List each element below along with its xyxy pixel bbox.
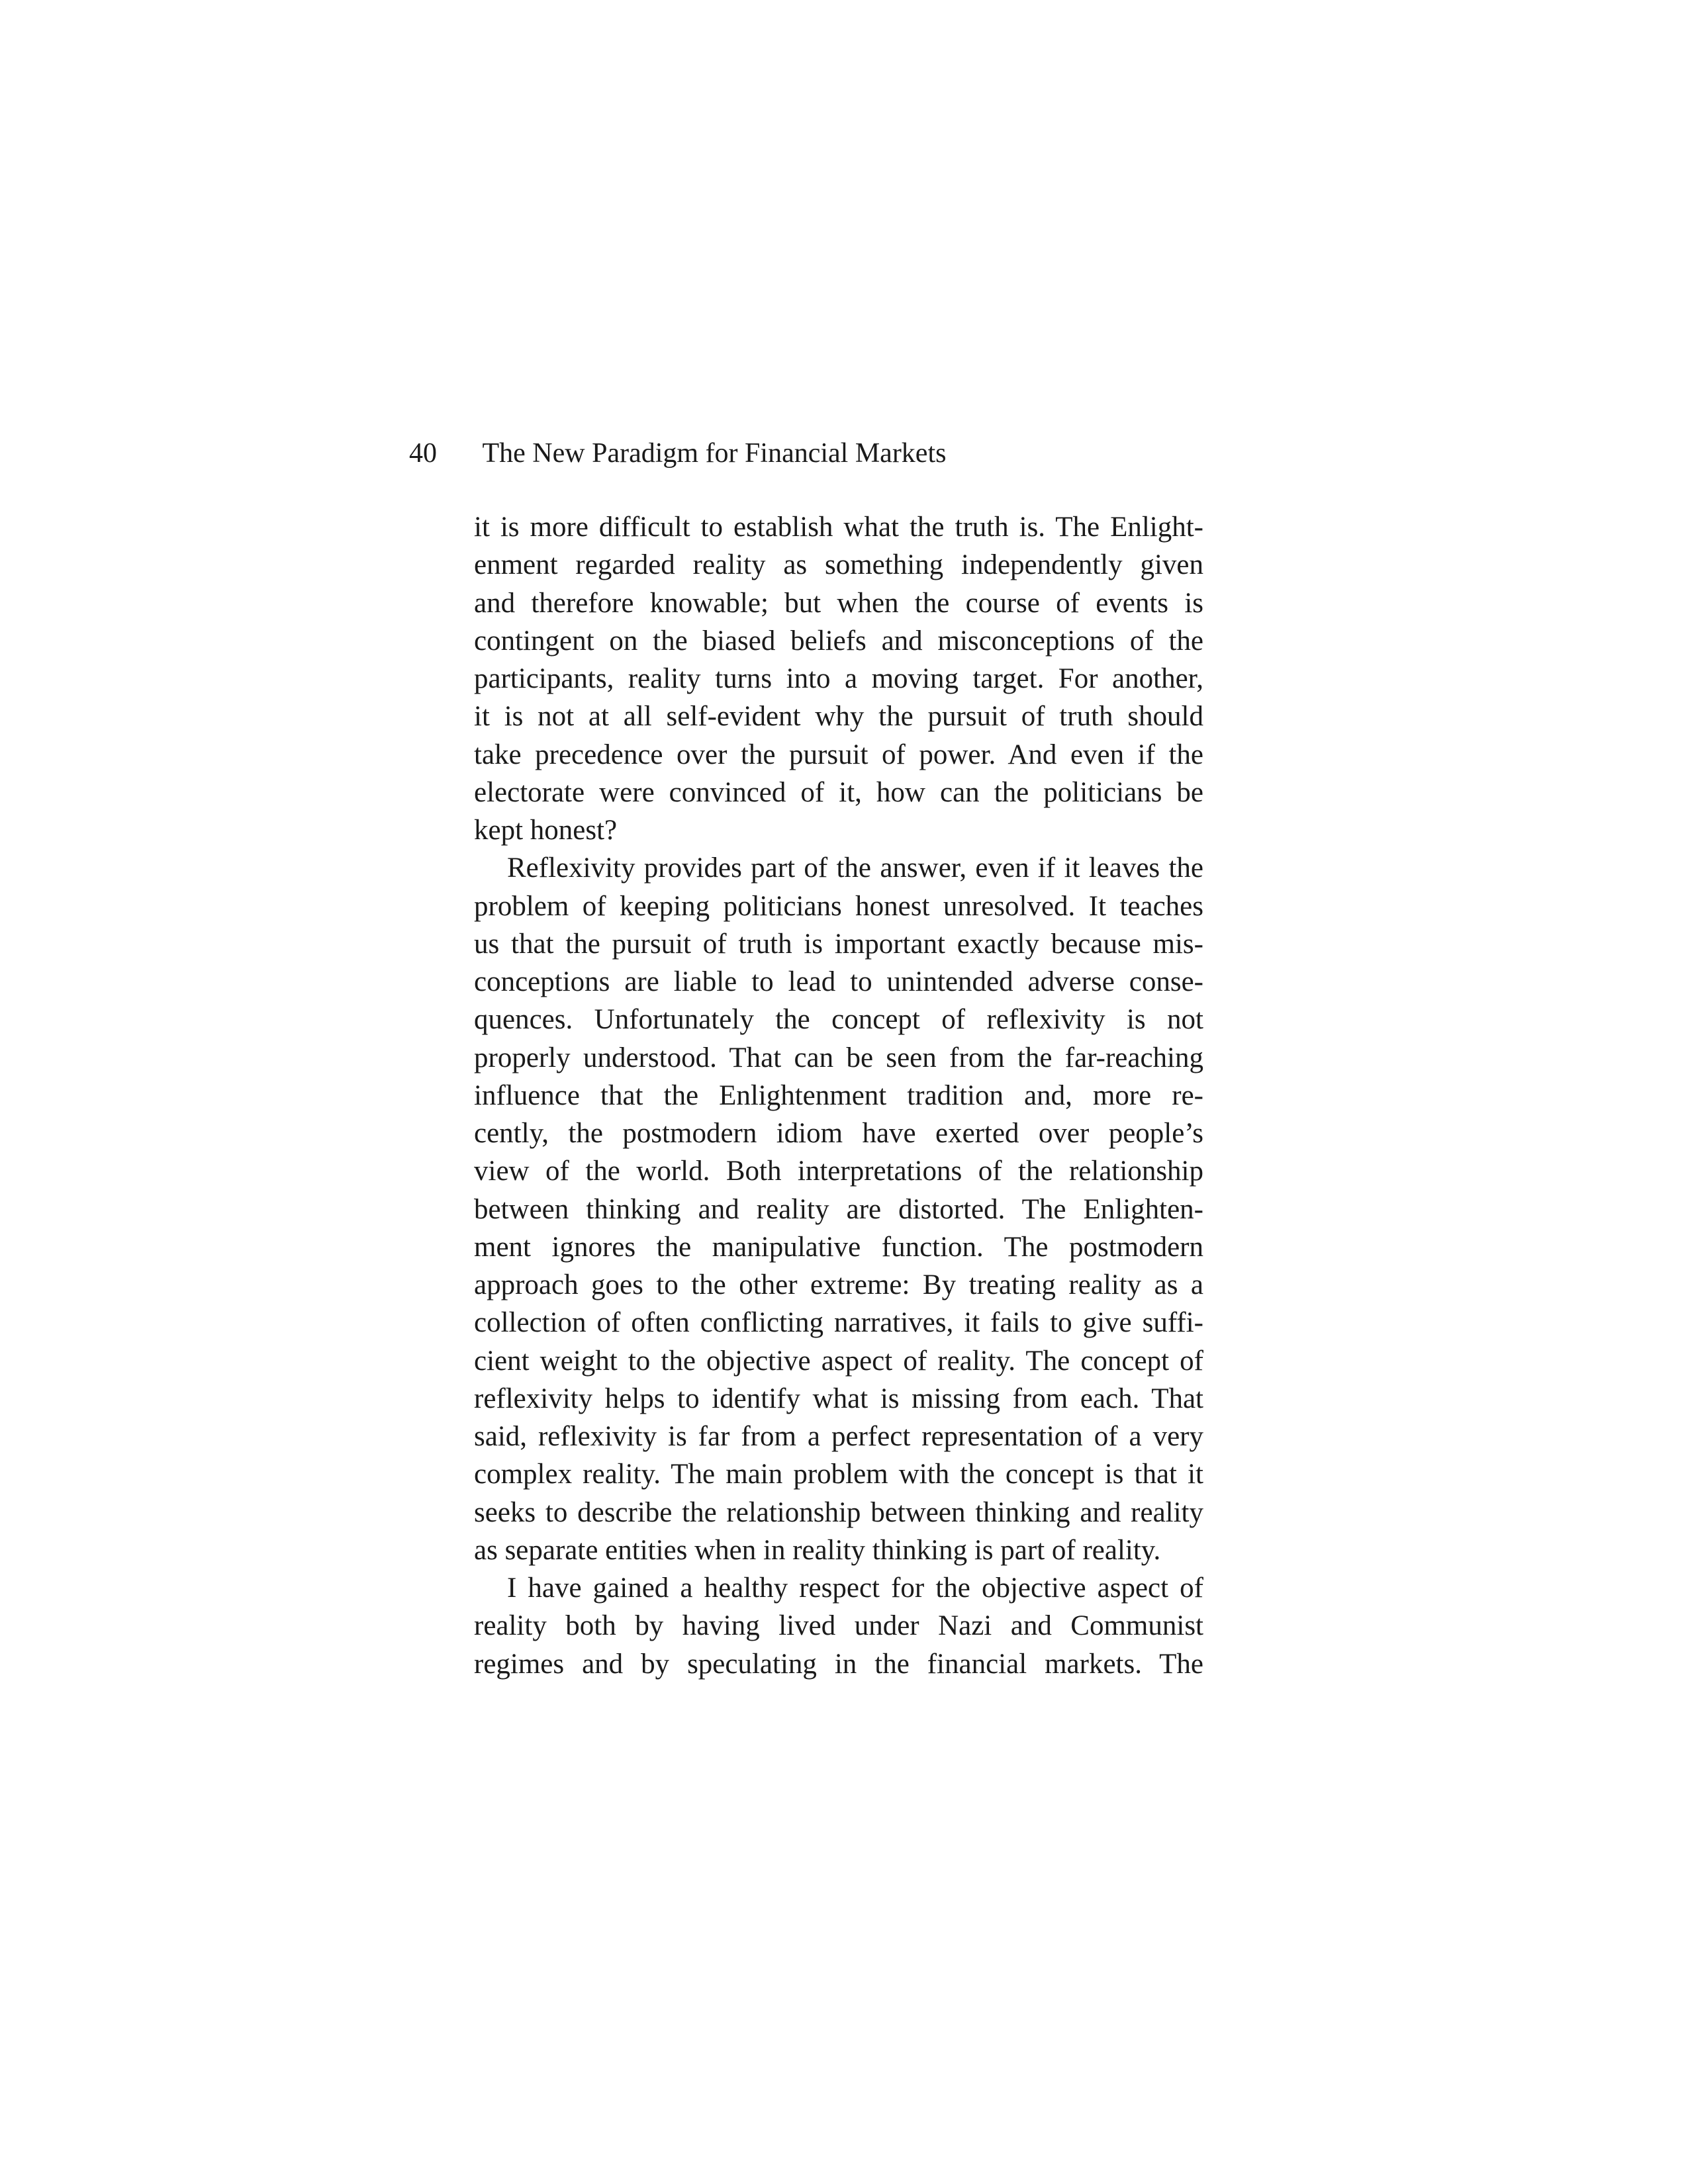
text-line: collection of often conflicting narratives, it fails to give suffi- xyxy=(474,1307,1203,1339)
text-line: I have gained a healthy respect for the objective aspect of xyxy=(507,1572,1203,1604)
text-line: electorate were convinced of it, how can the politicians be xyxy=(474,776,1203,808)
text-line: regimes and by speculating in the financial markets. The xyxy=(474,1648,1203,1680)
text-line: conceptions are liable to lead to unintended adverse conse- xyxy=(474,966,1203,997)
paragraph xyxy=(474,508,1203,849)
text-line: and therefore knowable; but when the course of events is xyxy=(474,587,1203,619)
text-line: influence that the Enlightenment tradition and, more re- xyxy=(474,1079,1203,1111)
paragraph xyxy=(474,849,1203,1569)
text-line: ment ignores the manipulative function. The postmodern xyxy=(474,1231,1203,1263)
text-line: cently, the postmodern idiom have exerted over people’s xyxy=(474,1118,1203,1149)
text-line: properly understood. That can be seen from the far-reaching xyxy=(474,1042,1203,1073)
text-line: kept honest? xyxy=(474,815,618,846)
text-line: seeks to describe the relationship between thinking and reality xyxy=(474,1496,1203,1528)
running-title: The New Paradigm for Financial Markets xyxy=(482,438,947,469)
page-number: 40 xyxy=(409,438,437,469)
text-line: view of the world. Both interpretations of the relationship xyxy=(474,1156,1203,1187)
text-line: it is more difficult to establish what the truth is. The Enlight- xyxy=(474,512,1203,543)
running-head xyxy=(409,433,1203,473)
text-line: said, reflexivity is far from a perfect representation of a very xyxy=(474,1421,1203,1452)
text-line: take precedence over the pursuit of power. And even if the xyxy=(474,739,1203,770)
body-text xyxy=(474,508,1203,1683)
text-line: cient weight to the objective aspect of reality. The concept of xyxy=(474,1345,1203,1377)
text-line: problem of keeping politicians honest unresolved. It teaches xyxy=(474,890,1203,922)
text-line: it is not at all self-evident why the pursuit of truth should xyxy=(474,701,1203,733)
text-line: between thinking and reality are distorted. The Enlighten- xyxy=(474,1193,1203,1225)
text-line: reality both by having lived under Nazi and Communist xyxy=(474,1610,1203,1642)
text-line: reflexivity helps to identify what is missing from each. That xyxy=(474,1383,1203,1414)
text-line: contingent on the biased beliefs and misconceptions of the xyxy=(474,625,1203,657)
text-line: approach goes to the other extreme: By treating reality as a xyxy=(474,1269,1203,1300)
text-line: enment regarded reality as something independently given xyxy=(474,549,1203,581)
text-line: as separate entities when in reality thinking is part of reality. xyxy=(474,1534,1161,1566)
text-line: us that the pursuit of truth is important exactly because mis- xyxy=(474,928,1203,960)
paragraph xyxy=(474,1569,1203,1683)
text-line: quences. Unfortunately the concept of reflexivity is not xyxy=(474,1004,1203,1036)
text-line: Reflexivity provides part of the answer, even if it leaves the xyxy=(507,852,1203,884)
text-line: complex reality. The main problem with the concept is that it xyxy=(474,1459,1203,1490)
text-line: participants, reality turns into a moving target. For another, xyxy=(474,663,1203,694)
